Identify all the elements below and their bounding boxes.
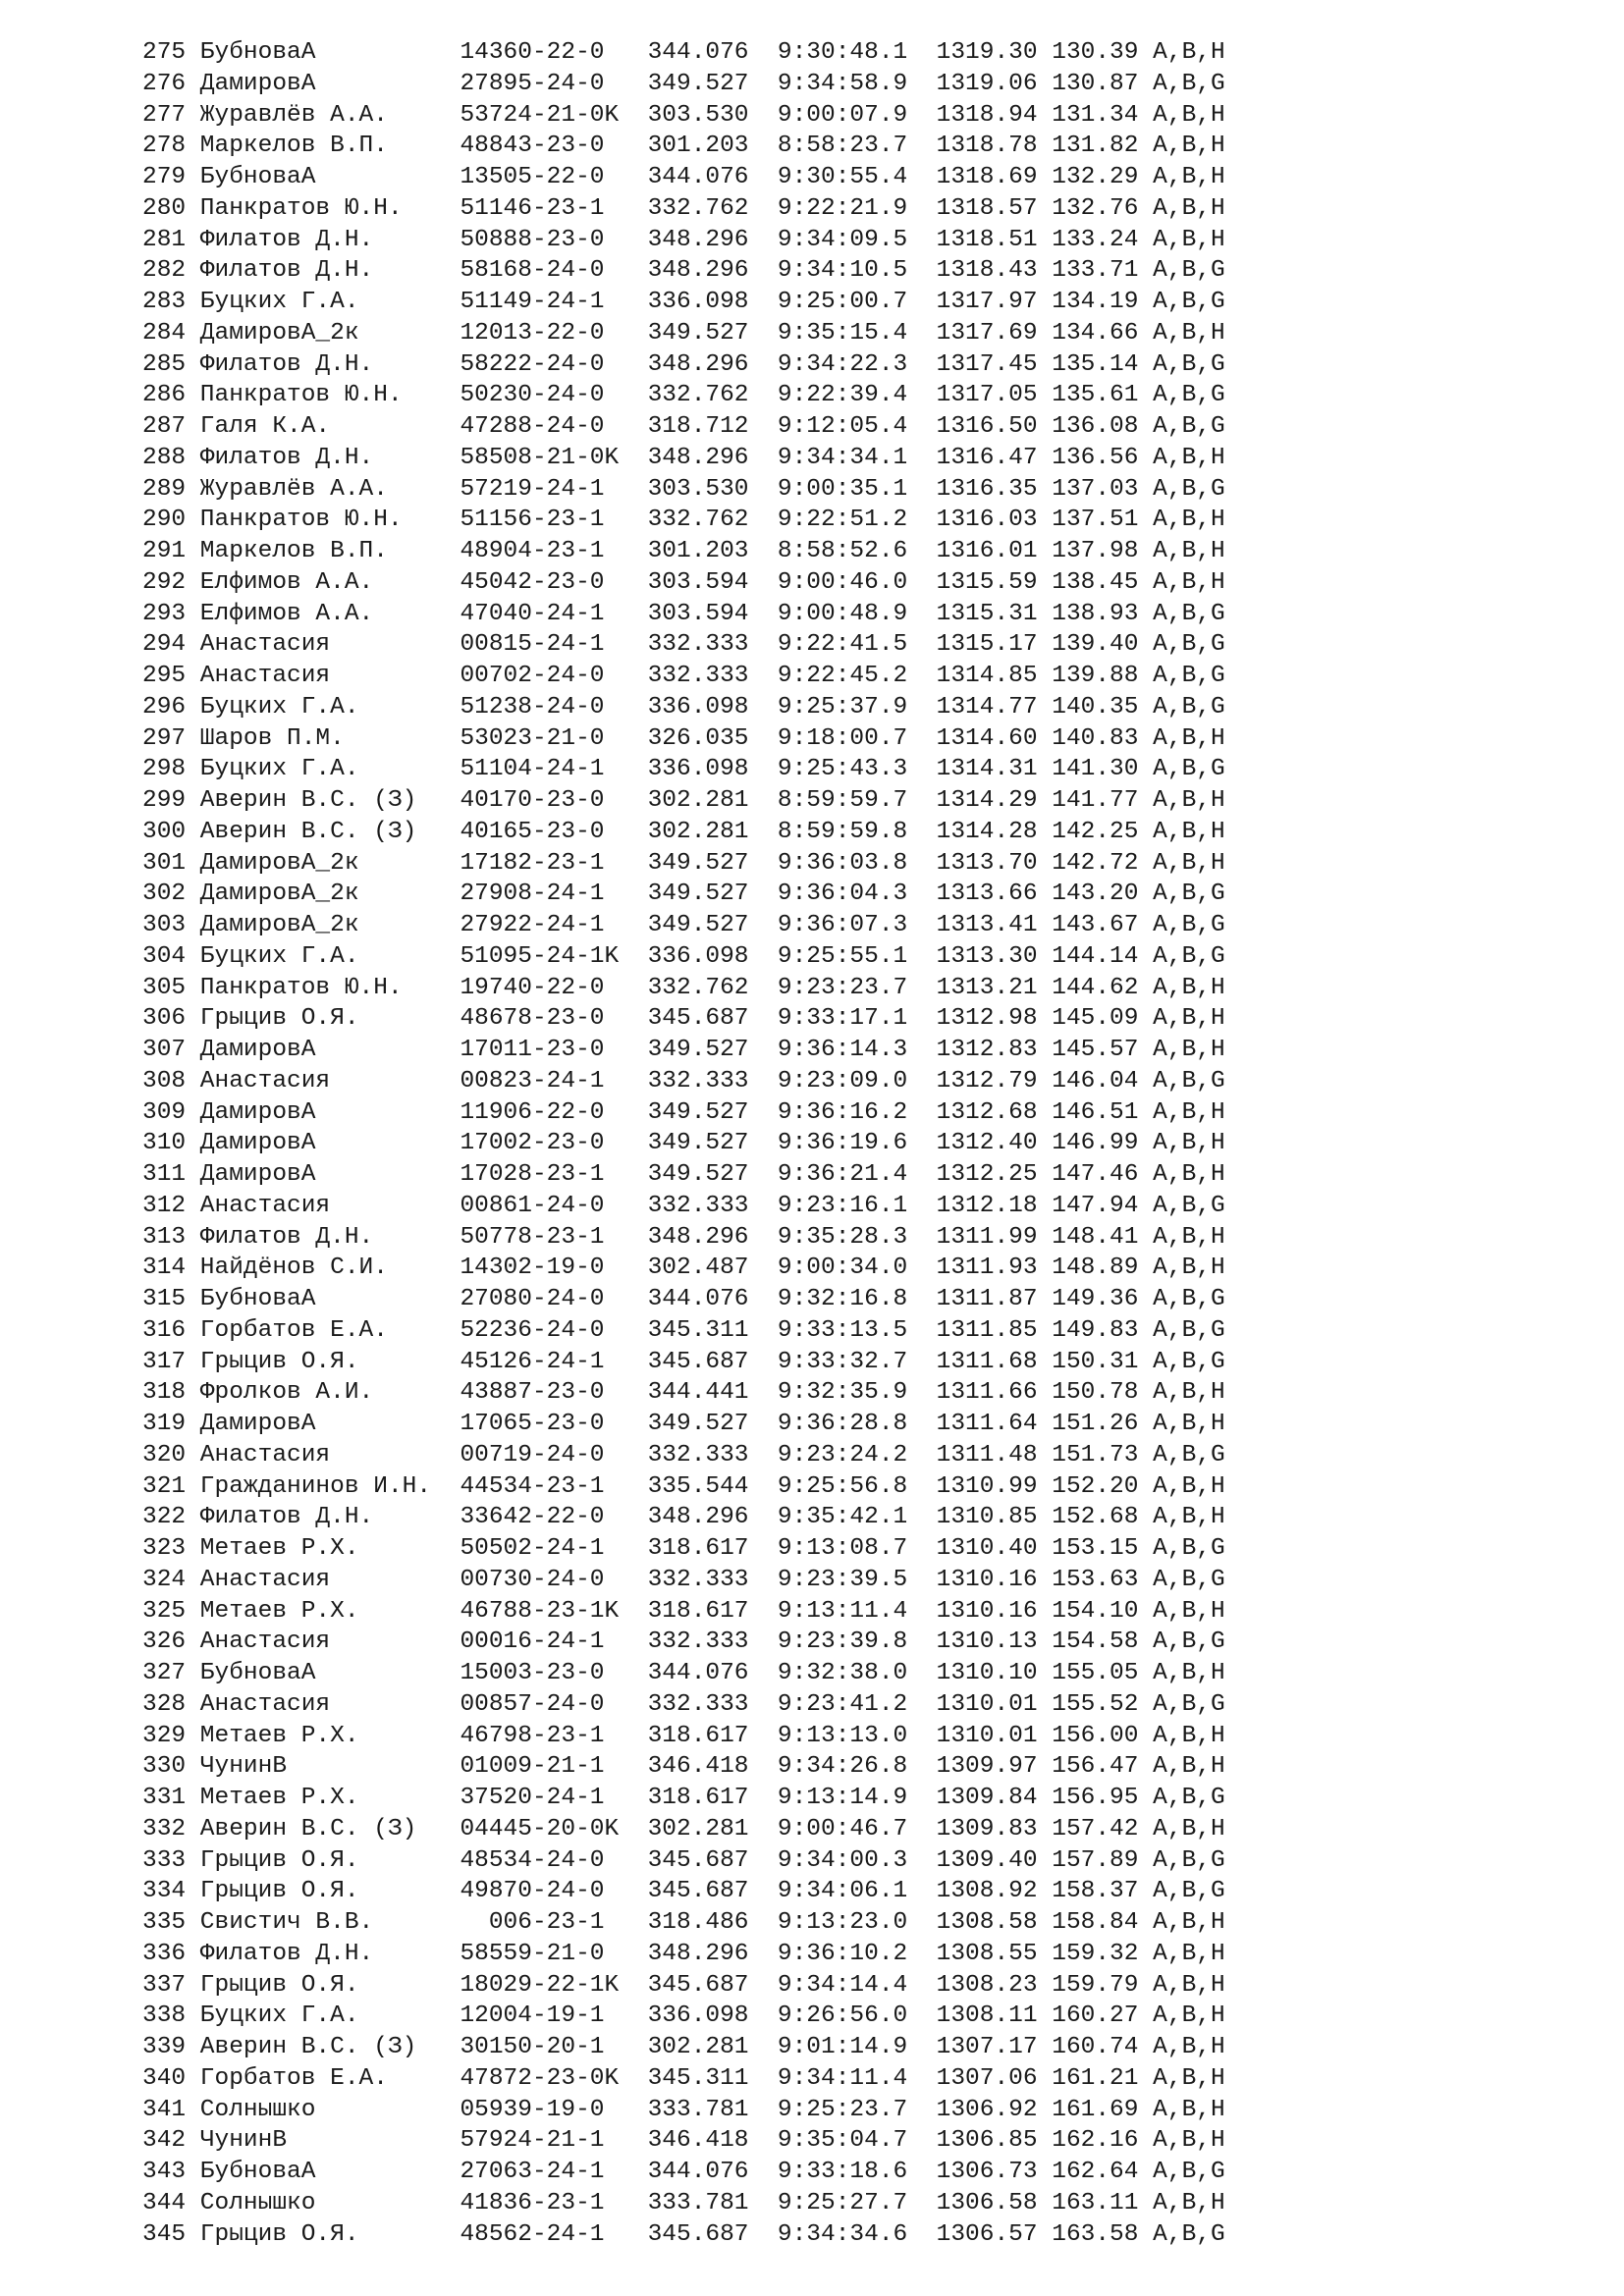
result-row: 338 Буцких Г.А. 12004-19-1 336.098 9:26:56.0 1308.11 160.27 A,B,H (142, 2002, 1225, 2030)
result-row: 314 Найдёнов С.И. 14302-19-0 302.487 9:00:34.0 1311.93 148.89 A,B,H (142, 1255, 1225, 1282)
result-row: 289 Журавлёв А.А. 57219-24-1 303.530 9:00:35.1 1316.35 137.03 A,B,G (142, 475, 1225, 503)
result-row: 299 Аверин В.С. (З) 40170-23-0 302.281 8:59:59.7 1314.29 141.77 A,B,H (142, 787, 1225, 814)
results-listing (142, 37, 1225, 2250)
result-row: 291 Маркелов В.П. 48904-23-1 301.203 8:58:52.6 1316.01 137.98 A,B,H (142, 538, 1225, 564)
result-row: 303 ДамировА_2к 27922-24-1 349.527 9:36:07.3 1313.41 143.67 A,B,G (142, 912, 1225, 938)
result-row: 304 Буцких Г.А. 51095-24-1K 336.098 9:25:55.1 1313.30 144.14 A,B,G (142, 942, 1225, 970)
result-row: 276 ДамировА 27895-24-0 349.527 9:34:58.9 1319.06 130.87 A,B,G (142, 70, 1225, 97)
result-row: 284 ДамировА_2к 12013-22-0 349.527 9:35:15.4 1317.69 134.66 A,B,H (142, 319, 1225, 347)
result-row: 280 Панкратов Ю.Н. 51146-23-1 332.762 9:22:21.9 1318.57 132.76 A,B,H (142, 194, 1225, 222)
result-row: 301 ДамировА_2к 17182-23-1 349.527 9:36:03.8 1313.70 142.72 A,B,H (142, 849, 1225, 877)
result-row: 306 Грыцив О.Я. 48678-23-0 345.687 9:33:17.1 1312.98 145.09 A,B,H (142, 1005, 1225, 1033)
result-row: 292 Елфимов А.А. 45042-23-0 303.594 9:00:46.0 1315.59 138.45 A,B,H (142, 568, 1225, 596)
result-row: 332 Аверин В.С. (З) 04445-20-0K 302.281 9:00:46.7 1309.83 157.42 A,B,H (142, 1815, 1225, 1842)
result-row: 297 Шаров П.М. 53023-21-0 326.035 9:18:00.7 1314.60 140.83 A,B,H (142, 724, 1225, 752)
result-row: 275 БубноваА 14360-22-0 344.076 9:30:48.1 1319.30 130.39 A,B,H (142, 39, 1225, 66)
result-row: 285 Филатов Д.Н. 58222-24-0 348.296 9:34:22.3 1317.45 135.14 A,B,G (142, 350, 1225, 378)
result-row: 308 Анастасия 00823-24-1 332.333 9:23:09.0 1312.79 146.04 A,B,G (142, 1067, 1225, 1095)
result-row: 283 Буцких Г.А. 51149-24-1 336.098 9:25:00.7 1317.97 134.19 A,B,G (142, 289, 1225, 315)
result-row: 319 ДамировА 17065-23-0 349.527 9:36:28.8 1311.64 151.26 A,B,H (142, 1411, 1225, 1437)
result-row: 342 ЧунинВ 57924-21-1 346.418 9:35:04.7 1306.85 162.16 A,B,H (142, 2127, 1225, 2155)
result-row: 278 Маркелов В.П. 48843-23-0 301.203 8:58:23.7 1318.78 131.82 A,B,H (142, 133, 1225, 160)
result-row: 344 Солнышко 41836-23-1 333.781 9:25:27.7 1306.58 163.11 A,B,H (142, 2189, 1225, 2216)
result-row: 341 Солнышко 05939-19-0 333.781 9:25:23.7 1306.92 161.69 A,B,H (142, 2096, 1225, 2123)
result-row: 323 Метаев Р.Х. 50502-24-1 318.617 9:13:08.7 1310.40 153.15 A,B,G (142, 1535, 1225, 1562)
result-row: 312 Анастасия 00861-24-0 332.333 9:23:16.1 1312.18 147.94 A,B,G (142, 1192, 1225, 1219)
result-row: 333 Грыцив О.Я. 48534-24-0 345.687 9:34:00.3 1309.40 157.89 A,B,G (142, 1846, 1225, 1874)
result-row: 295 Анастасия 00702-24-0 332.333 9:22:45.2 1314.85 139.88 A,B,G (142, 663, 1225, 689)
result-row: 307 ДамировА 17011-23-0 349.527 9:36:14.3 1312.83 145.57 A,B,H (142, 1037, 1225, 1063)
result-row: 281 Филатов Д.Н. 50888-23-0 348.296 9:34:09.5 1318.51 133.24 A,B,H (142, 226, 1225, 253)
result-row: 335 Свистич В.В. 006-23-1 318.486 9:13:23.0 1308.58 158.84 A,B,H (142, 1909, 1225, 1936)
result-row: 321 Гражданинов И.Н. 44534-23-1 335.544 9:25:56.8 1310.99 152.20 A,B,H (142, 1472, 1225, 1500)
result-row: 322 Филатов Д.Н. 33642-22-0 348.296 9:35:42.1 1310.85 152.68 A,B,H (142, 1504, 1225, 1531)
result-row: 325 Метаев Р.Х. 46788-23-1K 318.617 9:13:11.4 1310.16 154.10 A,B,H (142, 1597, 1225, 1625)
result-row: 336 Филатов Д.Н. 58559-21-0 348.296 9:36:10.2 1308.55 159.32 A,B,H (142, 1940, 1225, 1967)
result-row: 287 Галя К.А. 47288-24-0 318.712 9:12:05.4 1316.50 136.08 A,B,G (142, 413, 1225, 440)
result-row: 320 Анастасия 00719-24-0 332.333 9:23:24.2 1311.48 151.73 A,B,G (142, 1441, 1225, 1468)
result-row: 305 Панкратов Ю.Н. 19740-22-0 332.762 9:23:23.7 1313.21 144.62 A,B,H (142, 974, 1225, 1001)
result-row: 300 Аверин В.С. (З) 40165-23-0 302.281 8:59:59.8 1314.28 142.25 A,B,H (142, 818, 1225, 845)
result-row: 326 Анастасия 00016-24-1 332.333 9:23:39.8 1310.13 154.58 A,B,G (142, 1629, 1225, 1656)
result-row: 293 Елфимов А.А. 47040-24-1 303.594 9:00:48.9 1315.31 138.93 A,B,G (142, 600, 1225, 627)
result-row: 343 БубноваА 27063-24-1 344.076 9:33:18.6 1306.73 162.64 A,B,G (142, 2159, 1225, 2185)
result-row: 286 Панкратов Ю.Н. 50230-24-0 332.762 9:22:39.4 1317.05 135.61 A,B,G (142, 382, 1225, 409)
result-row: 340 Горбатов Е.А. 47872-23-0K 345.311 9:34:11.4 1307.06 161.21 A,B,H (142, 2064, 1225, 2092)
result-row: 327 БубноваА 15003-23-0 344.076 9:32:38.0 1310.10 155.05 A,B,H (142, 1660, 1225, 1686)
result-row: 296 Буцких Г.А. 51238-24-0 336.098 9:25:37.9 1314.77 140.35 A,B,G (142, 693, 1225, 721)
result-row: 318 Фролков А.И. 43887-23-0 344.441 9:32:35.9 1311.66 150.78 A,B,H (142, 1379, 1225, 1407)
result-row: 302 ДамировА_2к 27908-24-1 349.527 9:36:04.3 1313.66 143.20 A,B,G (142, 881, 1225, 908)
result-row: 317 Грыцив О.Я. 45126-24-1 345.687 9:33:32.7 1311.68 150.31 A,B,G (142, 1348, 1225, 1375)
result-row: 328 Анастасия 00857-24-0 332.333 9:23:41.2 1310.01 155.52 A,B,G (142, 1690, 1225, 1718)
result-row: 288 Филатов Д.Н. 58508-21-0K 348.296 9:34:34.1 1316.47 136.56 A,B,H (142, 444, 1225, 471)
result-row: 324 Анастасия 00730-24-0 332.333 9:23:39.5 1310.16 153.63 A,B,G (142, 1566, 1225, 1593)
result-row: 282 Филатов Д.Н. 58168-24-0 348.296 9:34:10.5 1318.43 133.71 A,B,G (142, 257, 1225, 285)
result-row: 313 Филатов Д.Н. 50778-23-1 348.296 9:35:28.3 1311.99 148.41 A,B,H (142, 1223, 1225, 1251)
result-row: 311 ДамировА 17028-23-1 349.527 9:36:21.4 1312.25 147.46 A,B,H (142, 1161, 1225, 1188)
result-row: 294 Анастасия 00815-24-1 332.333 9:22:41.5 1315.17 139.40 A,B,G (142, 631, 1225, 659)
result-row: 310 ДамировА 17002-23-0 349.527 9:36:19.6 1312.40 146.99 A,B,H (142, 1130, 1225, 1157)
result-row: 329 Метаев Р.Х. 46798-23-1 318.617 9:13:13.0 1310.01 156.00 A,B,H (142, 1722, 1225, 1749)
result-row: 331 Метаев Р.Х. 37520-24-1 318.617 9:13:14.9 1309.84 156.95 A,B,G (142, 1785, 1225, 1811)
result-row: 315 БубноваА 27080-24-0 344.076 9:32:16.8 1311.87 149.36 A,B,G (142, 1286, 1225, 1312)
result-row: 309 ДамировА 11906-22-0 349.527 9:36:16.2 1312.68 146.51 A,B,H (142, 1098, 1225, 1126)
result-row: 334 Грыцив О.Я. 49870-24-0 345.687 9:34:06.1 1308.92 158.37 A,B,G (142, 1878, 1225, 1905)
result-row: 330 ЧунинВ 01009-21-1 346.418 9:34:26.8 1309.97 156.47 A,B,H (142, 1753, 1225, 1781)
result-row: 316 Горбатов Е.А. 52236-24-0 345.311 9:33:13.5 1311.85 149.83 A,B,G (142, 1316, 1225, 1344)
result-row: 345 Грыцив О.Я. 48562-24-1 345.687 9:34:34.6 1306.57 163.58 A,B,G (142, 2220, 1225, 2248)
result-row: 298 Буцких Г.А. 51104-24-1 336.098 9:25:43.3 1314.31 141.30 A,B,G (142, 756, 1225, 783)
result-row: 290 Панкратов Ю.Н. 51156-23-1 332.762 9:22:51.2 1316.03 137.51 A,B,H (142, 507, 1225, 534)
result-row: 337 Грыцив О.Я. 18029-22-1K 345.687 9:34:14.4 1308.23 159.79 A,B,H (142, 1971, 1225, 1999)
result-row: 339 Аверин В.С. (З) 30150-20-1 302.281 9:01:14.9 1307.17 160.74 A,B,H (142, 2034, 1225, 2060)
result-row: 277 Журавлёв А.А. 53724-21-0K 303.530 9:00:07.9 1318.94 131.34 A,B,H (142, 101, 1225, 129)
result-row: 279 БубноваА 13505-22-0 344.076 9:30:55.4 1318.69 132.29 A,B,H (142, 164, 1225, 190)
